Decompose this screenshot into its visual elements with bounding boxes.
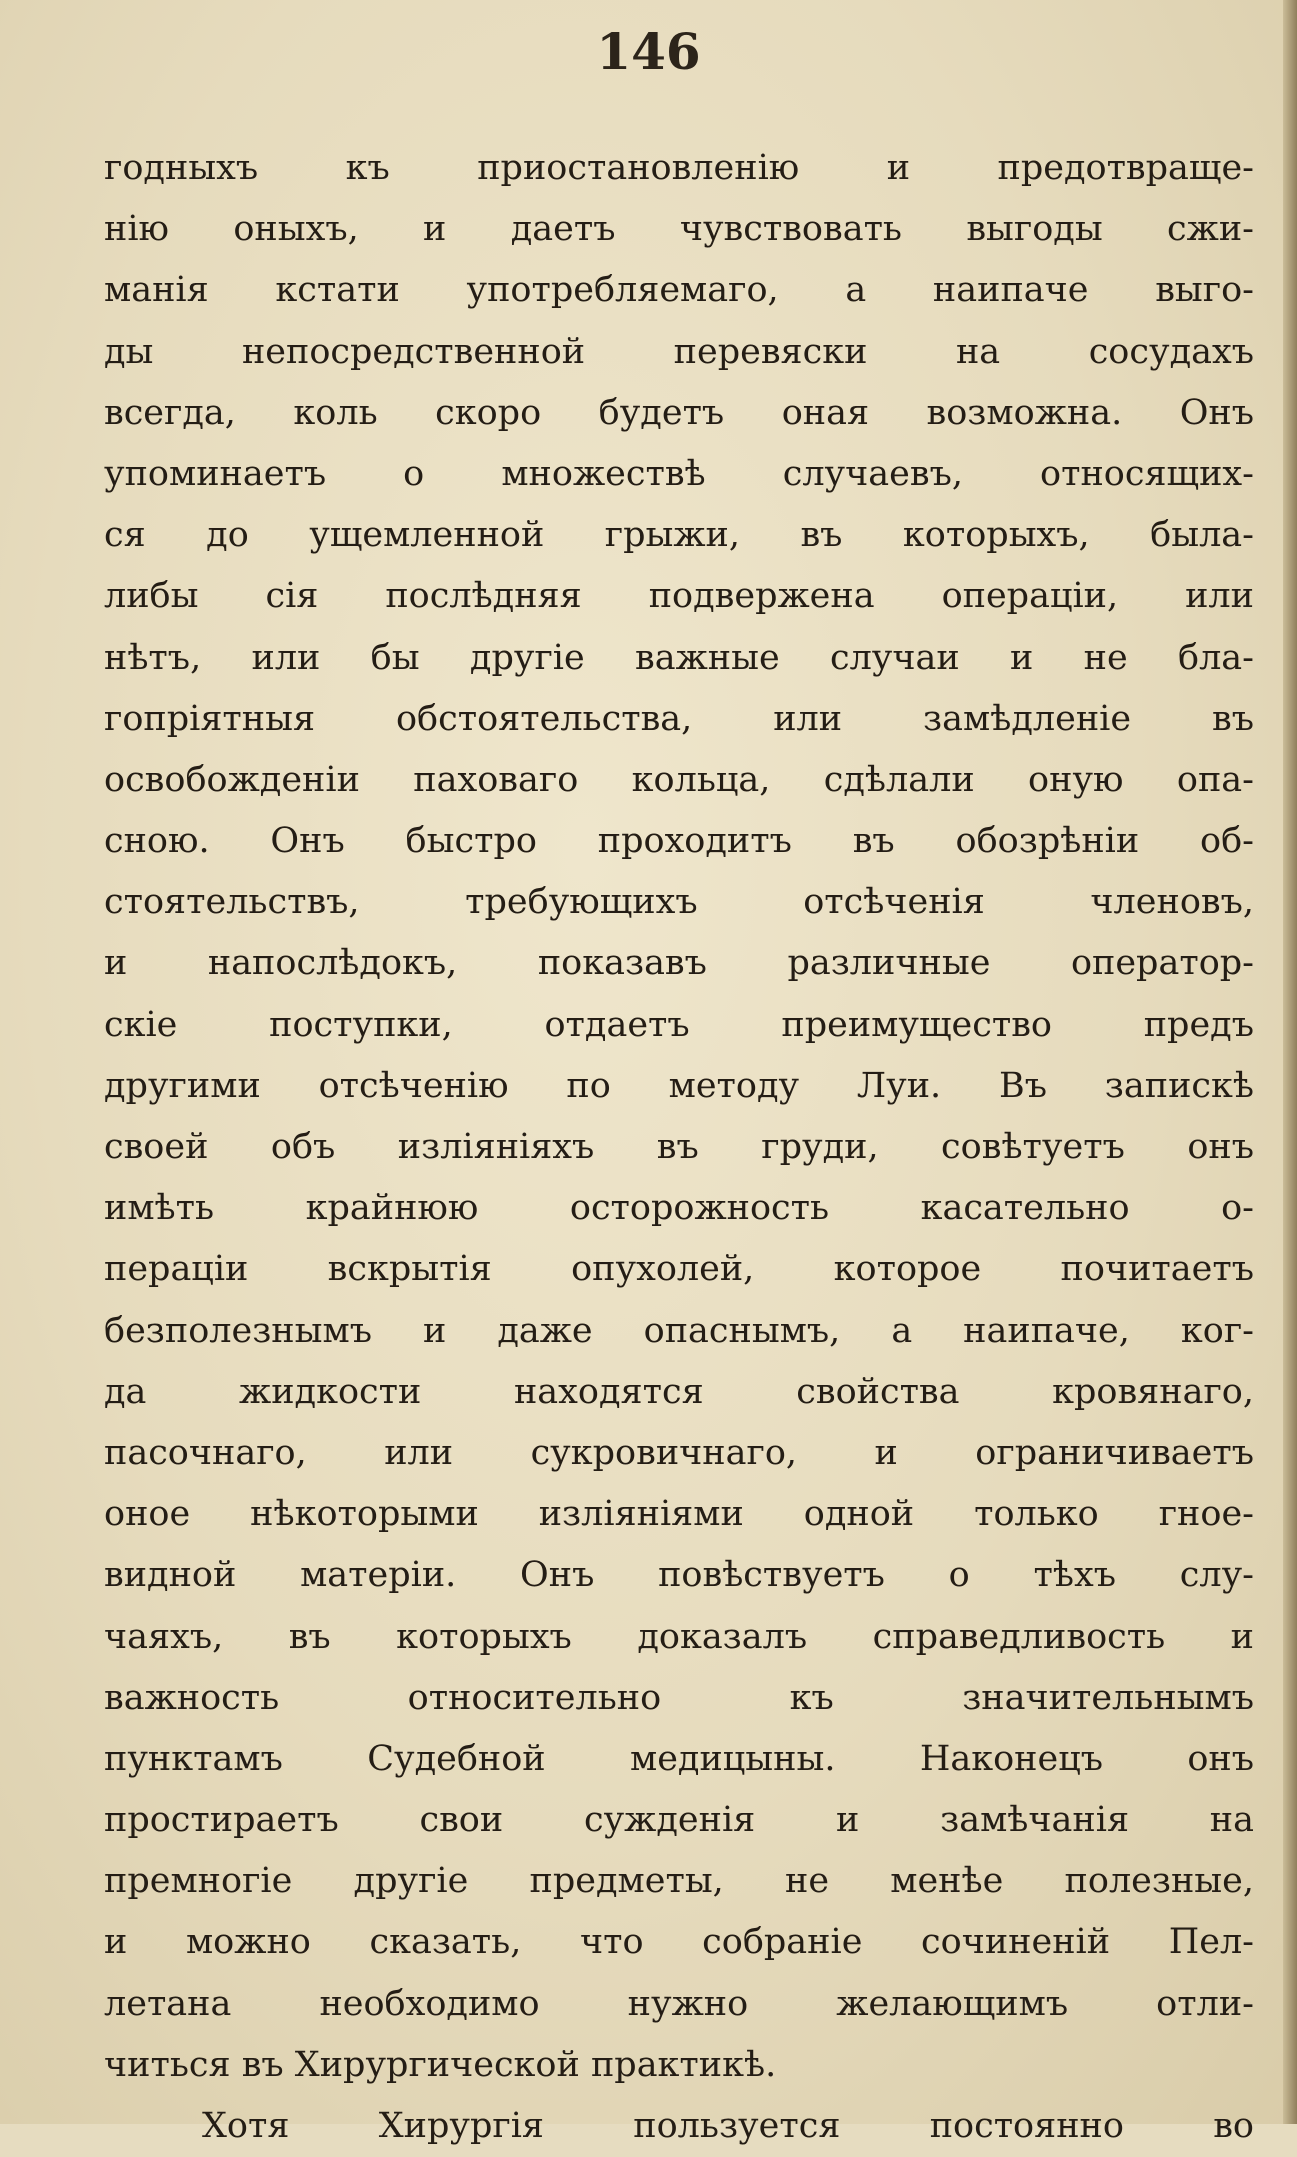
text-line: освобожденіи паховаго кольца, сдѣлали оную опа- (104, 759, 1254, 800)
text-line: оное нѣкоторыми изліяніями одной только гное- (104, 1494, 1254, 1535)
page-number: 146 (596, 22, 701, 81)
text-line: сною. Онъ быстро проходитъ въ обозрѣніи об- (104, 821, 1254, 862)
text-line: читься въ Хирургической практикѣ. (104, 2044, 777, 2085)
text-line: годныхъ къ приостановленію и предотвраще- (104, 148, 1254, 188)
text-line: летана необходимо нужно желающимъ отли- (104, 1983, 1254, 2024)
text-line: простираетъ свои сужденія и замѣчанія на (104, 1800, 1254, 1841)
text-line: премногіе другіе предметы, не менѣе полезные, (104, 1861, 1254, 1902)
text-line: стоятельствъ, требующихъ отсѣченія членовъ, (104, 882, 1254, 923)
text-line: нію оныхъ, и даетъ чувствовать выгоды сжи- (104, 209, 1254, 250)
text-line: важность относительно къ значительнымъ (104, 1677, 1254, 1718)
text-line: безполезнымъ и даже опаснымъ, а наипаче, ког- (104, 1310, 1254, 1351)
text-line: упоминаетъ о множествѣ случаевъ, относящих- (104, 453, 1254, 494)
text-line: пасочнаго, или сукровичнаго, и ограничиваетъ (104, 1432, 1254, 1473)
text-line: и можно сказать, что собраніе сочиненій Пел- (104, 1922, 1254, 1963)
text-line: чаяхъ, въ которыхъ доказалъ справедливость и (104, 1616, 1254, 1657)
text-line: манія кстати употребляемаго, а наипаче выго- (104, 270, 1254, 311)
text-line: пунктамъ Судебной медицыны. Наконецъ онъ (104, 1738, 1254, 1779)
body-text (104, 138, 1254, 2157)
text-line: другими отсѣченію по методу Луи. Въ запискѣ (104, 1065, 1254, 1106)
text-line: да жидкости находятся свойства кровянаго, (104, 1371, 1254, 1412)
text-line: своей объ изліяніяхъ въ груди, совѣтуетъ онъ (104, 1127, 1254, 1167)
text-line: скіе поступки, отдаетъ преимущество предъ (104, 1004, 1254, 1045)
page-edge (1283, 0, 1297, 2124)
text-line: пераціи вскрытія опухолей, которое почитаетъ (104, 1249, 1254, 1290)
text-line: нѣтъ, или бы другіе важные случаи и не бла- (104, 637, 1254, 678)
text-line: ды непосредственной перевяски на сосудахъ (104, 331, 1254, 372)
text-line: либы сія послѣдняя подвержена операціи, или (104, 576, 1254, 617)
text-line: и напослѣдокъ, показавъ различные оператор- (104, 943, 1254, 984)
text-line: ся до ущемленной грыжи, въ которыхъ, была- (104, 515, 1254, 556)
text-line: гопріятныя обстоятельства, или замѣдленіе въ (104, 698, 1254, 739)
text-line: имѣть крайнюю осторожность касательно о- (104, 1188, 1254, 1229)
text-line: Хотя Хирургія пользуется постоянно во (202, 2106, 1254, 2146)
text-line: видной матеріи. Онъ повѣствуетъ о тѣхъ слу- (104, 1555, 1254, 1596)
text-line: всегда, коль скоро будетъ оная возможна. Онъ (104, 392, 1254, 433)
